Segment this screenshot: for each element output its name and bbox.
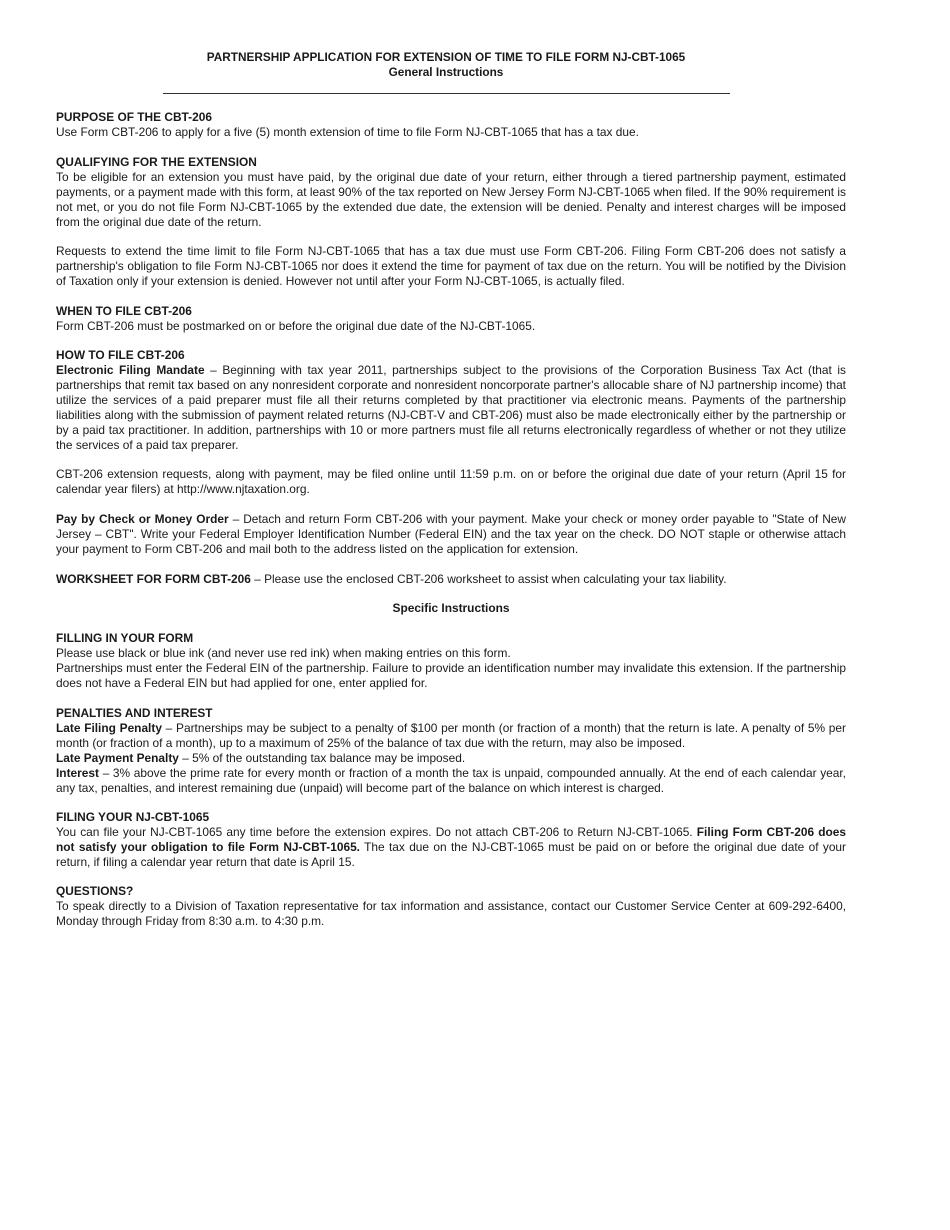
interest-text: – 3% above the prime rate for every month or fraction of a month the tax is unpaid, compounded annually. At the end of each calendar year, any tax, penalties, and interest remaining due (unpaid) will become part of the balance on which interest is charged. [56, 766, 846, 795]
section-questions [56, 884, 846, 929]
section-purpose [56, 110, 846, 140]
online-text: CBT-206 extension requests, along with payment, may be filed online until 11:59 p.m. on or before the original due date of your return (April 15 for calendar year filers) at http://www.njtaxation.org. [56, 467, 846, 496]
late-filing-text: – Partnerships may be subject to a penalty of $100 per month (or fraction of a month) that the return is late. A penalty of 5% per month (or fraction of a month), up to a maximum of 25% of the balance of tax due with the return, may also be imposed. [56, 721, 846, 750]
worksheet-text: – Please use the enclosed CBT-206 worksheet to assist when calculating your tax liability. [250, 572, 727, 586]
section-heading: PENALTIES AND INTEREST [56, 706, 213, 720]
section-heading: HOW TO FILE CBT-206 [56, 348, 185, 362]
section-line: Please use black or blue ink (and never use red ink) when making entries on this form. [56, 646, 511, 660]
late-filing-label: Late Filing Penalty [56, 721, 162, 735]
interest-paragraph [56, 766, 846, 796]
late-payment-text: – 5% of the outstanding tax balance may be imposed. [178, 751, 466, 765]
late-filing-paragraph [56, 721, 846, 751]
efile-text: – Beginning with tax year 2011, partnerships subject to the provisions of the Corporation Business Tax Act (that is partnerships that remit tax based on any nonresident corporate and nonresident noncorporate partner's allocable share of NJ partnership income) that utilize the services of a paid preparer must file all their returns completed by that practitioner via electronic means. Payments of the partnership liabilities along with the submission of payment related returns (NJ-CBT-V and CBT-206) must also be made electronically either by the partnership or by a paid tax practitioner. In addition, partnerships with 10 or more partners must file all returns electronically regardless of whether or not they utilize the services of a paid tax preparer. [56, 363, 846, 452]
efile-label: Electronic Filing Mandate [56, 363, 205, 377]
section-penalties [56, 706, 846, 796]
section-text: Form CBT-206 must be postmarked on or before the original due date of the NJ-CBT-1065. [56, 319, 536, 333]
efile-paragraph [56, 363, 846, 453]
filing-bold: Filing Form CBT-206 does not satisfy your obligation to file Form NJ-CBT-1065. [56, 825, 847, 854]
page-title: PARTNERSHIP APPLICATION FOR EXTENSION OF TIME TO FILE FORM NJ-CBT-1065 [206, 50, 686, 64]
section-when-to-file [56, 304, 846, 334]
section-heading: PURPOSE OF THE CBT-206 [56, 110, 212, 124]
section-qualifying [56, 155, 846, 230]
worksheet-label: WORKSHEET FOR FORM CBT-206 [56, 572, 251, 586]
title-divider [163, 93, 730, 94]
filing-text-b: The tax due on the NJ-CBT-1065 must be paid on or before the original due date of your return, if filing a calendar year return that date is April 15. [56, 840, 847, 869]
check-label: Pay by Check or Money Order [56, 512, 229, 526]
filing-text-a: You can file your NJ-CBT-1065 any time before the extension expires. Do not attach CBT-206 to Return NJ-CBT-1065. [56, 825, 697, 839]
page-subtitle: General Instructions [388, 65, 504, 79]
section-heading: FILING YOUR NJ-CBT-1065 [56, 810, 210, 824]
specific-instructions-heading: Specific Instructions [392, 601, 510, 615]
section-heading: QUALIFYING FOR THE EXTENSION [56, 155, 257, 169]
filing-paragraph [56, 825, 846, 870]
section-paragraph: Requests to extend the time limit to file Form NJ-CBT-1065 that has a tax due must use Form CBT-206. Filing Form CBT-206 does not satisfy a partnership's obligation to file Form NJ-CBT-1065 nor does it extend the time for payment of tax due on the return. You will be notified by the Division of Taxation only if your extension is denied. However not until after your Form NJ-CBT-1065, is actually filed. [56, 244, 846, 288]
check-paragraph [56, 512, 846, 557]
section-worksheet [56, 572, 846, 587]
late-payment-paragraph [56, 751, 846, 766]
section-text: Use Form CBT-206 to apply for a five (5) month extension of time to file Form NJ-CBT-1065 that has a tax due. [56, 125, 639, 139]
section-heading: QUESTIONS? [56, 884, 134, 898]
pay-by-check [56, 512, 846, 557]
check-text: – Detach and return Form CBT-206 with your payment. Make your check or money order payable to "State of New Jersey – CBT". Write your Federal Employer Identification Number (Federal EIN) and the tax year on the check. DO NOT staple or otherwise attach your payment to Form CBT-206 and mail both to the address listed on the application for extension. [56, 512, 846, 556]
section-how-to-file [56, 348, 846, 453]
section-filling [56, 631, 846, 691]
section-line: Partnerships must enter the Federal EIN of the partnership. Failure to provide an identification number may invalidate this extension. If the partnership does not have a Federal EIN but had applied for one, enter applied for. [56, 661, 846, 690]
late-payment-label: Late Payment Penalty [56, 751, 179, 765]
interest-label: Interest [56, 766, 99, 780]
section-heading: FILLING IN YOUR FORM [56, 631, 194, 645]
section-qualifying-extra [56, 244, 846, 289]
worksheet-paragraph [56, 572, 846, 587]
section-heading: WHEN TO FILE CBT-206 [56, 304, 192, 318]
section-filing [56, 810, 846, 870]
online-filing [56, 467, 846, 497]
section-text: To speak directly to a Division of Taxation representative for tax information and assistance, contact our Customer Service Center at 609-292-6400, Monday through Friday from 8:30 a.m. to 4:30 p.m. [56, 899, 846, 928]
section-paragraph: To be eligible for an extension you must have paid, by the original due date of your return, either through a tiered partnership payment, estimated payments, or a payment made with this form, at least 90% of the tax reported on New Jersey Form NJ-CBT-1065 when filed. If the 90% requirement is not met, or you do not file Form NJ-CBT-1065 by the extended due date, the extension will be denied. Penalty and interest charges will be imposed from the original due date of the return. [56, 170, 846, 229]
